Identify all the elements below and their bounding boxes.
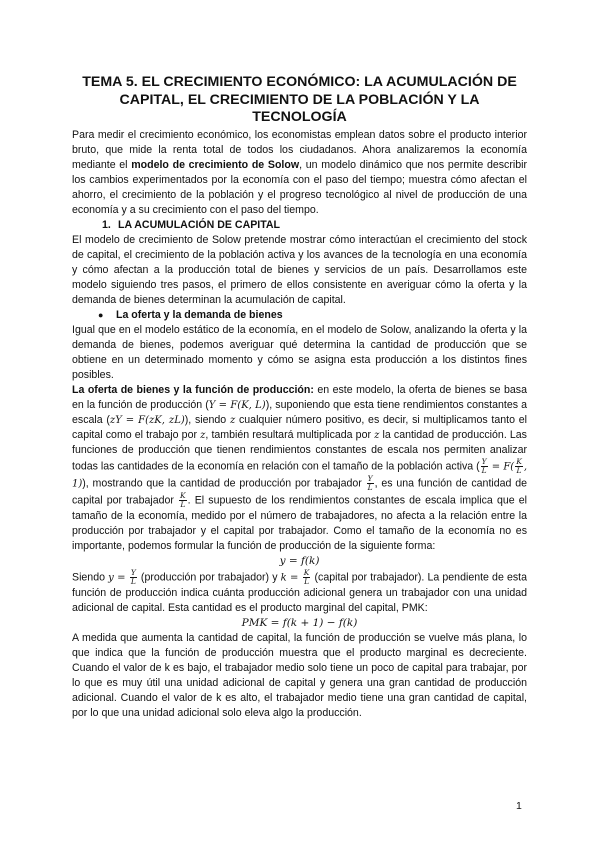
intro-bold-text: modelo de crecimiento de Solow: [131, 158, 300, 171]
fraction-y-over-l: [481, 458, 488, 475]
bullet-heading-text: La oferta y la demanda de bienes: [116, 308, 283, 321]
fraction-denominator: L: [180, 499, 186, 509]
siendo-text: (producción por trabajador) y: [137, 570, 281, 583]
math-z: z: [374, 429, 380, 441]
fraction-y-over-l: [367, 475, 374, 492]
bullet-paragraph: Igual que en el modelo estático de la economía, en el modelo de Solow, analizando la oferta y la demanda de bienes, podemos averiguar qué determina la cantidad de producción que se obtiene en un determinado momento y cómo se asigna esta producción a los distintos fines posibles.: [72, 323, 527, 381]
intro-paragraph: [72, 128, 527, 218]
intro-text-1: Para medir el crecimiento económico, los economistas emplean datos sobre el producto interior bruto, que mide la renta total de todos los ciudadanos. Ahora analizaremos la economía mediante el: [72, 128, 527, 171]
oferta-text: cualquier número positivo, es decir, si multiplicamos tanto el capital como el trabajo por: [72, 413, 527, 441]
math-k-equals: k =: [280, 571, 302, 583]
fraction-k-over-l: [515, 458, 523, 475]
fraction-denominator: L: [130, 576, 136, 586]
oferta-bold-lead: La oferta de bienes y la función de producción:: [72, 383, 314, 396]
fraction-denominator: L: [367, 482, 373, 492]
fraction-denominator: L: [304, 576, 310, 586]
math-equals-f: = F(: [488, 460, 515, 472]
section-heading-text: LA ACUMULACIÓN DE CAPITAL: [118, 218, 281, 231]
siendo-text: Siendo: [72, 570, 109, 583]
intro-text-2: , un modelo dinámico que nos permite describir los cambios experimentados por la economía con el paso del tiempo; muestra cómo afectan el ahorro, el crecimiento de la población y el progreso tecnológico al nivel de producción de una economía y a su crecimiento con el paso del tiempo.: [72, 158, 527, 216]
final-paragraph: A medida que aumenta la cantidad de capital, la función de producción se vuelve más plana, lo que indica que la función de producción muestra que el producto marginal es decreciente. Cuando el valor de k es bajo, el trabajador medio solo tiene un poco de capital para trabajar, por lo que es muy útil una unidad adicional de capital y genera una gran cantidad de producción adicional. Cuando el valor de k es alto, el trabajador medio tiene una gran cantidad de capital, por lo que una unidad adicional solo eleva algo la producción.: [72, 631, 527, 719]
page-content: [72, 74, 527, 721]
section-number: 1.: [102, 218, 111, 231]
math-z: z: [200, 429, 206, 441]
siendo-paragraph: [72, 569, 527, 616]
math-comma-one: , 1): [72, 460, 527, 489]
math-production-function: Y = F(K, L): [208, 399, 266, 411]
fraction-numerator: K: [180, 490, 186, 500]
fraction-denominator: L: [481, 465, 487, 475]
fraction-numerator: Y: [481, 456, 487, 466]
oferta-text: , es una función de cantidad de capital por trabajador: [72, 476, 528, 506]
math-y-equals: y =: [108, 571, 129, 583]
oferta-text: . El supuesto de los rendimientos constantes de escala implica que el tamaño de la economía, medido por el número de trabajadores, no afecta a la relación entre la producción por trabajador y el capital por trabajador. Como el tamaño de la economía no es importante, podemos formular la función de producción de la siguiente forma:: [72, 493, 527, 552]
oferta-text: la cantidad de producción. Las funciones de producción que tienen rendimientos constantes de escala nos permiten analizar todas las cantidades de la economía en relación con el tamaño de la población activa (: [72, 428, 527, 472]
fraction-k-over-l: [179, 492, 187, 509]
section-heading-1: [102, 218, 527, 233]
oferta-text: , también resultará multiplicada por: [205, 428, 375, 441]
siendo-text: (capital por trabajador). La pendiente de esta función de producción indica cuánta producción adicional genera un trabajador con una unidad adicional de capital. Esta cantidad es el producto marginal del capital, PMK:: [72, 570, 527, 614]
fraction-numerator: K: [303, 567, 310, 577]
bullet-heading: [98, 308, 527, 323]
fraction-denominator: L: [516, 465, 522, 475]
fraction-numerator: Y: [367, 473, 373, 483]
fraction-numerator: Y: [130, 567, 136, 577]
fraction-numerator: K: [516, 456, 522, 466]
oferta-text: ), suponiendo que esta tiene rendimientos constantes a escala (: [72, 398, 527, 426]
page-number: 1: [516, 800, 522, 812]
math-constant-returns: zY = F(zK, zL): [109, 414, 185, 426]
equation-y-f-k: y = f(k): [279, 554, 320, 567]
bullet-icon: ●: [98, 309, 104, 320]
equation-pmk: PMK = f(k + 1) − f(k): [241, 616, 358, 629]
oferta-text: ), siendo: [184, 413, 230, 426]
fraction-k-over-l: [303, 569, 311, 586]
oferta-text: en este modelo, la oferta de bienes se basa en la función de producción (: [72, 383, 527, 411]
math-z: z: [229, 414, 236, 426]
oferta-paragraph: [72, 383, 527, 554]
oferta-text: ), mostrando que la cantidad de producción por trabajador: [82, 476, 366, 489]
document-title: TEMA 5. EL CRECIMIENTO ECONÓMICO: LA ACUMULACIÓN DE CAPITAL, EL CRECIMIENTO DE LA POBLACIÓN Y LA TECNOLOGÍA: [82, 74, 517, 125]
fraction-y-over-l: [130, 569, 137, 586]
section1-paragraph: El modelo de crecimiento de Solow pretende mostrar cómo interactúan el crecimiento del stock de capital, el crecimiento de la población activa y los avances de la tecnología en una economía y cómo afectan a la producción total de bienes y servicios de un país. Desarrollamos este modelo siguiendo tres pasos, el primero de ellos consistente en averiguar cómo la oferta y la demanda de bienes determinan la acumulación de capital.: [72, 233, 527, 306]
